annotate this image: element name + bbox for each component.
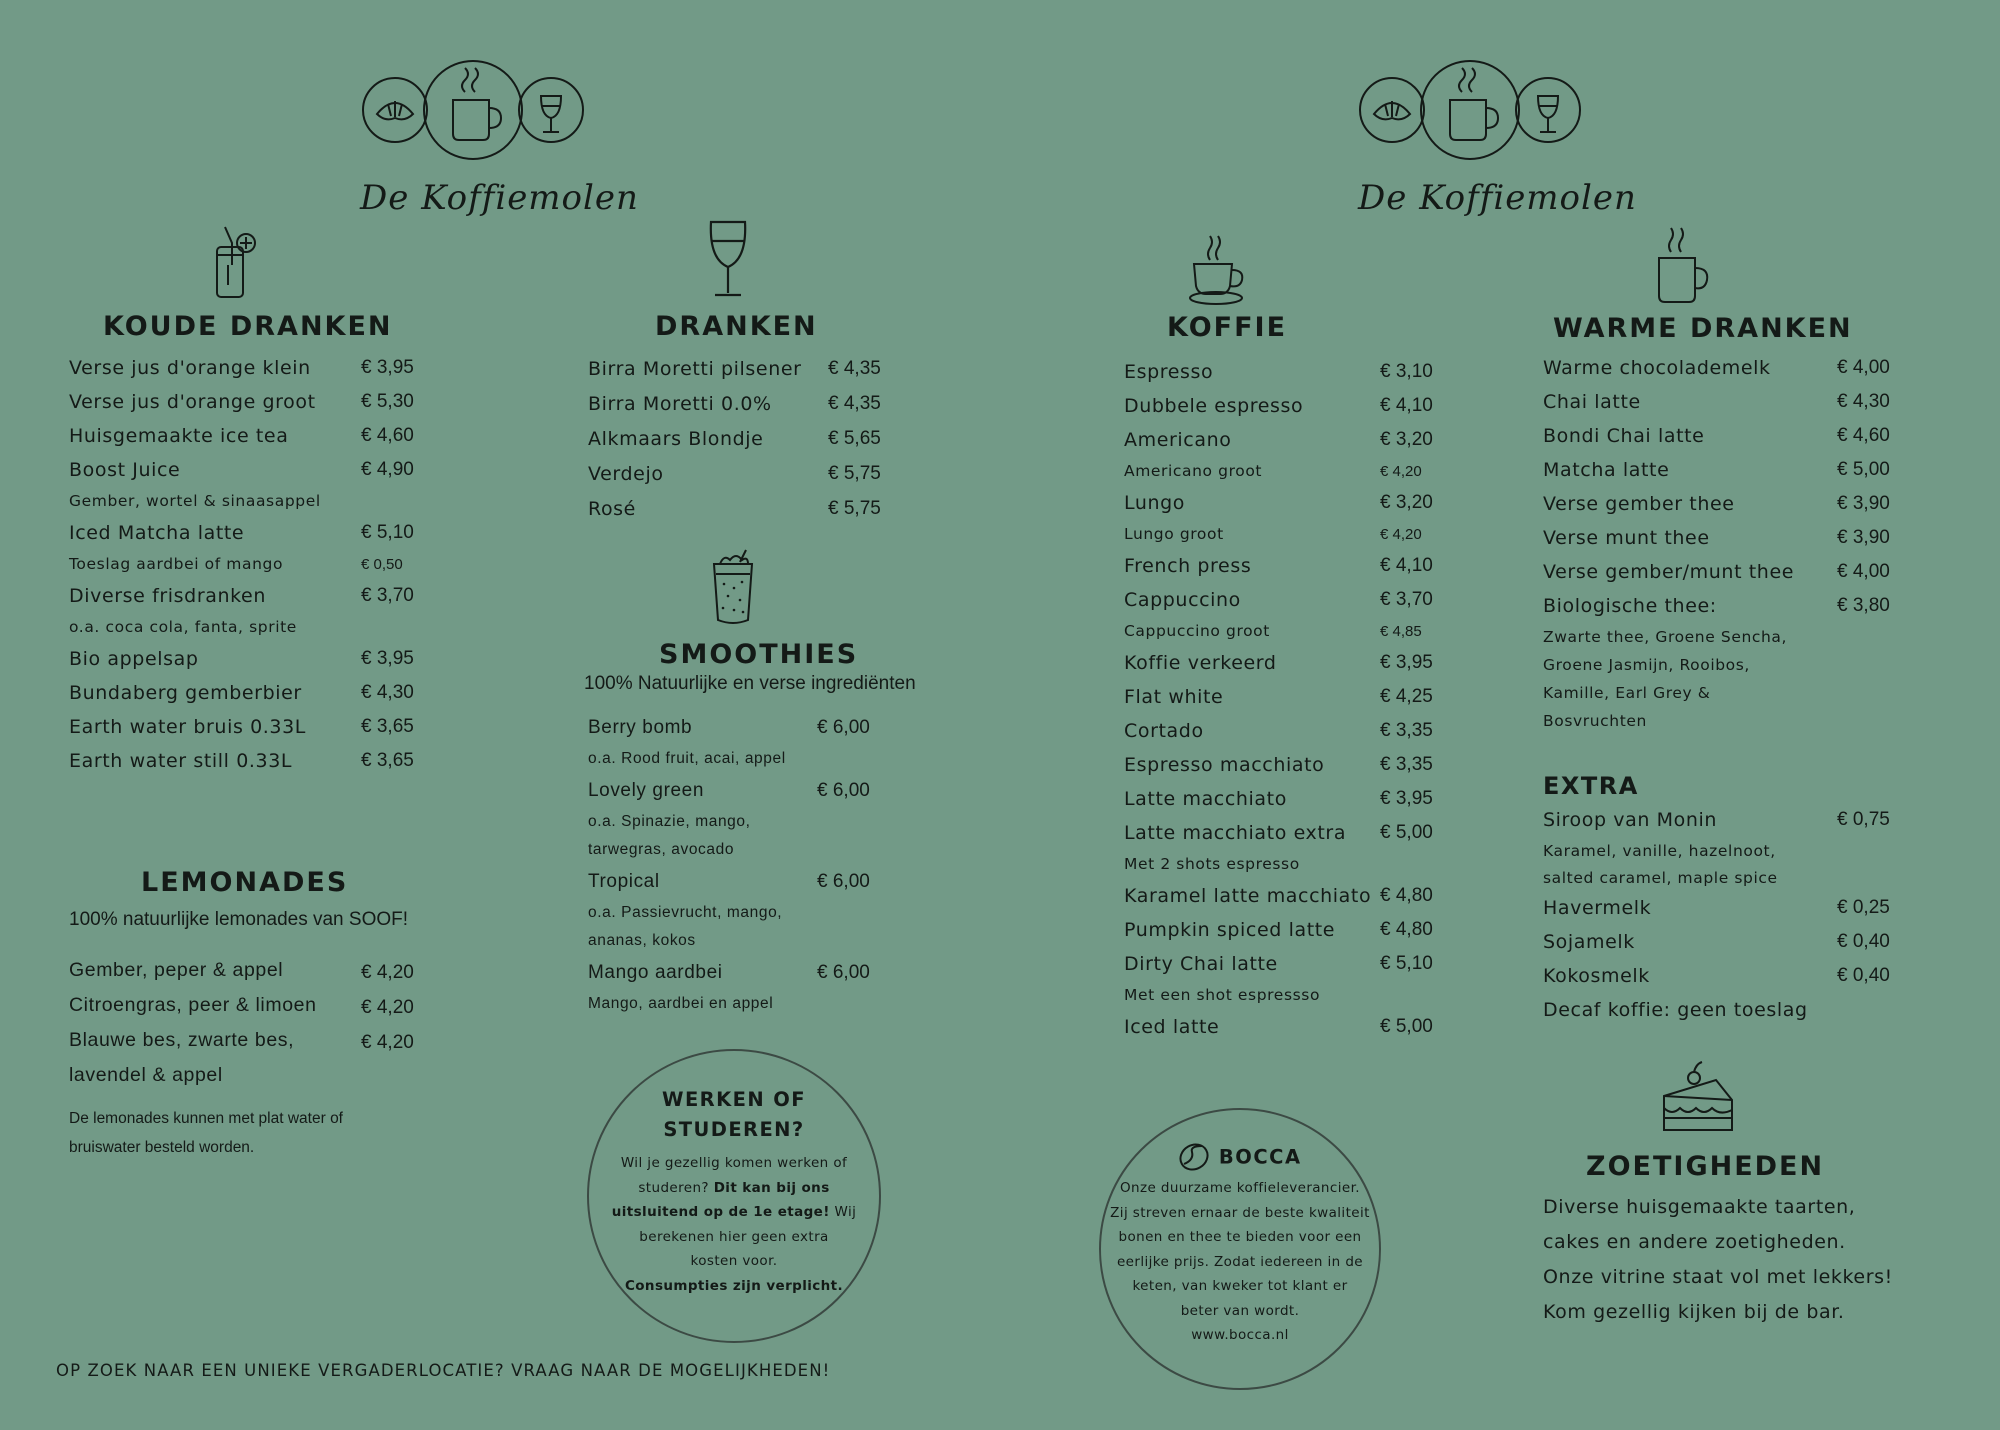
list-item: Earth water bruis 0.33L € 3,65 [69,716,414,738]
lemonades-subtitle: 100% natuurlijke lemonades van SOOF! [69,909,409,930]
smoothies-list [588,710,918,1018]
list-item-note: Groene Jasmijn, Rooibos, [1543,656,1750,674]
warme-dranken-title: WARME DRANKEN [1553,313,1853,344]
list-item: Sojamelk € 0,40 [1543,931,1890,953]
list-item: French press € 4,10 [1124,555,1433,577]
list-item: Verse jus d'orange klein € 3,95 [69,357,414,379]
list-item: Biologische thee: € 3,80 [1543,595,1890,617]
list-item: Verse gember thee € 3,90 [1543,493,1890,515]
list-item: Chai latte € 4,30 [1543,391,1890,413]
list-item-note: salted caramel, maple spice [1543,869,1778,887]
bocca-circle [1099,1108,1381,1390]
bocca-text: Onze duurzame koffieleverancier. Zij streven ernaar de beste kwaliteit bonen en thee te bieden voor een eerlijke prijs. Zodat iedereen in de keten, van kweker tot klant er beter van wordt. www.bocca.nl [1110,1180,1370,1343]
list-item: Citroengras, peer & limoen € 4,20 [69,994,414,1018]
list-item-note: Met een shot espressso [1124,986,1321,1004]
list-item-note: tarwegras, avocado [588,841,735,858]
lemonades-title: LEMONADES [141,867,349,898]
list-item: Cappuccino € 3,70 [1124,589,1433,611]
dranken-list [588,352,918,527]
juice-jar-icon [210,225,260,300]
lemonades-list [69,953,429,1093]
werken-studeren-circle [587,1049,881,1343]
dranken-title: DRANKEN [655,311,818,342]
list-item-note: o.a. Spinazie, mango, [588,813,751,830]
list-item: Verse gember/munt thee € 4,00 [1543,561,1890,583]
list-item: Siroop van Monin € 0,75 [1543,809,1890,831]
list-item: Blauwe bes, zwarte bes, € 4,20 [69,1029,414,1053]
list-item: Kokosmelk € 0,40 [1543,965,1890,987]
list-item: Lungo € 3,20 [1124,492,1433,514]
list-item: Verse jus d'orange groot € 5,30 [69,391,414,413]
list-item-note: Kamille, Earl Grey & [1543,684,1711,702]
cake-icon [1660,1060,1736,1134]
list-item-note: Met 2 shots espresso [1124,855,1300,873]
koude-dranken-list [69,351,429,778]
list-item: Espresso € 3,10 [1124,361,1433,383]
werken-text: Wil je gezellig komen werken of studeren? Dit kan bij ons uitsluitend op de 1e etage! Wij berekenen hier geen extra kosten voor. Consumpties zijn verplicht. [611,1155,857,1294]
list-item: Dubbele espresso € 4,10 [1124,395,1433,417]
zoetigheden-title: ZOETIGHEDEN [1586,1151,1825,1182]
list-item: Birra Moretti 0.0% € 4,35 [588,393,881,415]
koude-dranken-title: KOUDE DRANKEN [103,311,393,342]
list-item-note: ananas, kokos [588,932,696,949]
smoothie-icon [708,548,758,628]
list-item: Birra Moretti pilsener € 4,35 [588,358,881,380]
extra-title: EXTRA [1543,772,1639,800]
zoetigheden-text: Diverse huisgemaakte taarten, cakes en andere zoetigheden. Onze vitrine staat vol met lekkers! Kom gezellig kijken bij de bar. [1543,1196,1893,1323]
footer-text: OP ZOEK NAAR EEN UNIEKE VERGADERLOCATIE? VRAAG NAAR DE MOGELIJKHEDEN! [56,1361,831,1380]
brand-name-left: De Koffiemolen [360,178,639,218]
list-item-note: o.a. coca cola, fanta, sprite [69,618,297,636]
list-item: Americano € 3,20 [1124,429,1433,451]
list-item: Cortado € 3,35 [1124,720,1433,742]
list-item: Diverse frisdranken € 3,70 [69,585,414,607]
coffee-bean-icon [1178,1140,1214,1174]
list-item: Pumpkin spiced latte € 4,80 [1124,919,1433,941]
list-item: Verdejo € 5,75 [588,463,881,485]
list-item: Koffie verkeerd € 3,95 [1124,652,1433,674]
smoothies-subtitle: 100% Natuurlijke en verse ingrediënten [584,673,916,694]
list-item: Tropical € 6,00 [588,871,870,892]
mug-icon [1651,226,1715,306]
list-item-note: Bosvruchten [1543,712,1647,730]
list-item: Matcha latte € 5,00 [1543,459,1890,481]
list-item: Gember, peper & appel € 4,20 [69,959,414,983]
list-item-note: Karamel, vanille, hazelnoot, [1543,842,1776,860]
list-item: Karamel latte macchiato € 4,80 [1124,885,1433,907]
list-item: Berry bomb € 6,00 [588,717,870,738]
smoothies-title: SMOOTHIES [659,639,859,670]
coffee-cup-icon [1186,230,1256,306]
list-item: Verse munt thee € 3,90 [1543,527,1890,549]
list-item: Flat white € 4,25 [1124,686,1433,708]
list-item-note: Mango, aardbei en appel [588,995,774,1012]
list-item-note: o.a. Rood fruit, acai, appel [588,750,786,767]
list-item: Havermelk € 0,25 [1543,897,1890,919]
list-item: Alkmaars Blondje € 5,65 [588,428,881,450]
list-item: Iced latte € 5,00 [1124,1016,1433,1038]
list-item: Toeslag aardbei of mango € 0,50 [69,555,403,573]
list-item: Boost Juice € 4,90 [69,459,414,481]
list-item: Huisgemaakte ice tea € 4,60 [69,425,414,447]
koffie-title: KOFFIE [1167,312,1288,343]
list-item: Americano groot € 4,20 [1124,462,1422,480]
warme-dranken-list [1543,351,1903,735]
list-item: lavendel & appel [69,1064,223,1086]
list-item: Latte macchiato extra € 5,00 [1124,822,1433,844]
list-item-note: o.a. Passievrucht, mango, [588,904,783,921]
list-item: Earth water still 0.33L € 3,65 [69,750,414,772]
list-item: Espresso macchiato € 3,35 [1124,754,1433,776]
list-item: Mango aardbei € 6,00 [588,962,870,983]
list-item-note: Gember, wortel & sinaasappel [69,492,321,510]
list-item: Bio appelsap € 3,95 [69,648,414,670]
lemonades-note: De lemonades kunnen met plat water of bruiswater besteld worden. [69,1110,343,1156]
list-item: Rosé € 5,75 [588,498,881,520]
list-item: Cappuccino groot € 4,85 [1124,622,1422,640]
list-item: Warme chocolademelk € 4,00 [1543,357,1890,379]
list-item-note: Zwarte thee, Groene Sencha, [1543,628,1788,646]
list-item: Lovely green € 6,00 [588,780,870,801]
list-item: Bondi Chai latte € 4,60 [1543,425,1890,447]
wine-glass-icon [705,219,751,299]
koffie-list [1124,355,1464,1044]
werken-title: WERKEN OF STUDEREN? [662,1088,806,1141]
bocca-title: BOCCA [1218,1145,1302,1169]
list-item: Bundaberg gemberbier € 4,30 [69,682,414,704]
list-item: Dirty Chai latte € 5,10 [1124,953,1433,975]
brand-name-right: De Koffiemolen [1358,178,1637,218]
list-item: Decaf koffie: geen toeslag [1543,999,1808,1021]
list-item: Latte macchiato € 3,95 [1124,788,1433,810]
extra-list [1543,803,1903,1027]
list-item: Lungo groot € 4,20 [1124,525,1422,543]
list-item: Iced Matcha latte € 5,10 [69,522,414,544]
